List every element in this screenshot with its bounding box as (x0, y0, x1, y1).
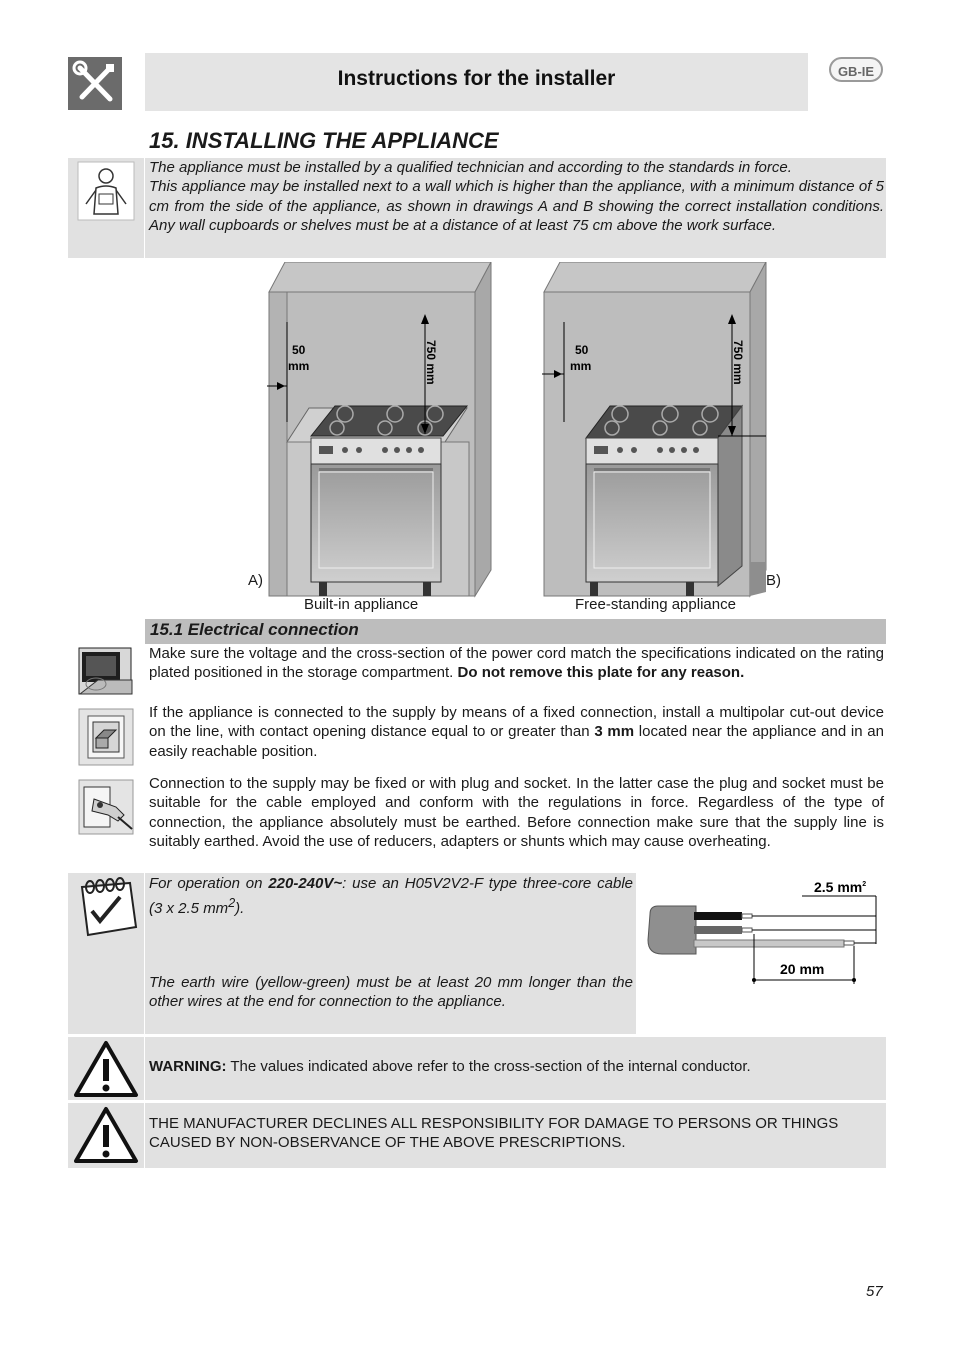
header-title: Instructions for the installer (337, 67, 616, 90)
figure-letter-a: A) (248, 572, 263, 589)
figure-letter-b: B) (766, 572, 781, 589)
figure-built-in (245, 262, 495, 604)
warning-text: WARNING: The values indicated above refer to the cross-section of the internal conductor. (149, 1058, 751, 1075)
dim-top-a: 750 mm (424, 340, 438, 385)
technician-icon (68, 158, 144, 258)
subsection-title: 15.1 Electrical connection (150, 620, 359, 639)
multipolar-switch-icon (78, 708, 134, 766)
paragraph-fixed-connection: If the appliance is connected to the supply by means of a fixed connection, install a multipolar cut-out device on the line, with contact opening distance equal to or greater than 3 mm located near the appliance and in an easily reachable position. (149, 704, 884, 760)
plug-socket-icon (78, 779, 134, 835)
cable-diagram (644, 874, 884, 988)
language-badge: GB-IE (829, 57, 883, 82)
disclaimer-text: THE MANUFACTURER DECLINES ALL RESPONSIBILITY FOR DAMAGE TO PERSONS OR THINGS CAUSED BY NON-OBSERVANCE OF THE ABOVE PRESCRIPTIONS. (149, 1115, 839, 1152)
intro-paragraph-1: The appliance must be installed by a qualified technician and according to the standards in force. (149, 159, 792, 176)
dim-side-unit-a: mm (288, 359, 310, 373)
figure-free-standing (520, 262, 770, 604)
dim-side-unit-b: mm (570, 359, 592, 373)
tools-icon (68, 57, 122, 110)
section-title: 15. INSTALLING THE APPLIANCE (149, 128, 499, 153)
paragraph-earthing: Connection to the supply may be fixed or with plug and socket. In the latter case the plug and socket must be suitable for the cable employed and conform with the regulations in force. Regardless of the type of connection, the appliance absolutely must be earthed. Before connection make sure that the supply line is suitably earthed. Avoid the use of reducers, adapters or shunts which may cause overheating. (149, 775, 884, 850)
warning-icon-disclaimer (68, 1103, 144, 1168)
warning-icon (68, 1037, 144, 1100)
note-cable-type: For operation on 220-240V~: use an H05V2V2-F type three-core cable (3 x 2.5 $mm^2$). (149, 875, 633, 917)
intro-paragraph-2: This appliance may be installed next to a wall which is higher than the appliance, with a minimum distance of 5 cm from the side of the appliance, as shown in drawings A and B showing the correct installation conditions. Any wall cupboards or shelves must be at a distance of at least 75 cm above the work surface. (149, 178, 884, 234)
dim-side-value-b: 50 (575, 343, 589, 357)
rating-plate-icon (78, 646, 134, 698)
cable-section-label: 2.5 $mm^2$ (814, 879, 867, 895)
caption-free-standing: Free-standing appliance (575, 596, 736, 613)
cable-length-label: 20 mm (780, 961, 825, 977)
caption-built-in: Built-in appliance (304, 596, 419, 613)
page-number: 57 (866, 1283, 883, 1300)
dim-side-value-a: 50 (292, 343, 306, 357)
paragraph-rating-plate: Make sure the voltage and the cross-section of the power cord match the specifications indicated on the rating plated positioned in the storage compartment. Do not remove this plate for any reason. (149, 645, 884, 682)
note-earth-wire: The earth wire (yellow-green) must be at least 20 mm longer than the other wires at the end for connection to the appliance. (149, 974, 633, 1011)
note-icon (68, 873, 144, 1034)
dim-top-b: 750 mm (731, 340, 745, 385)
